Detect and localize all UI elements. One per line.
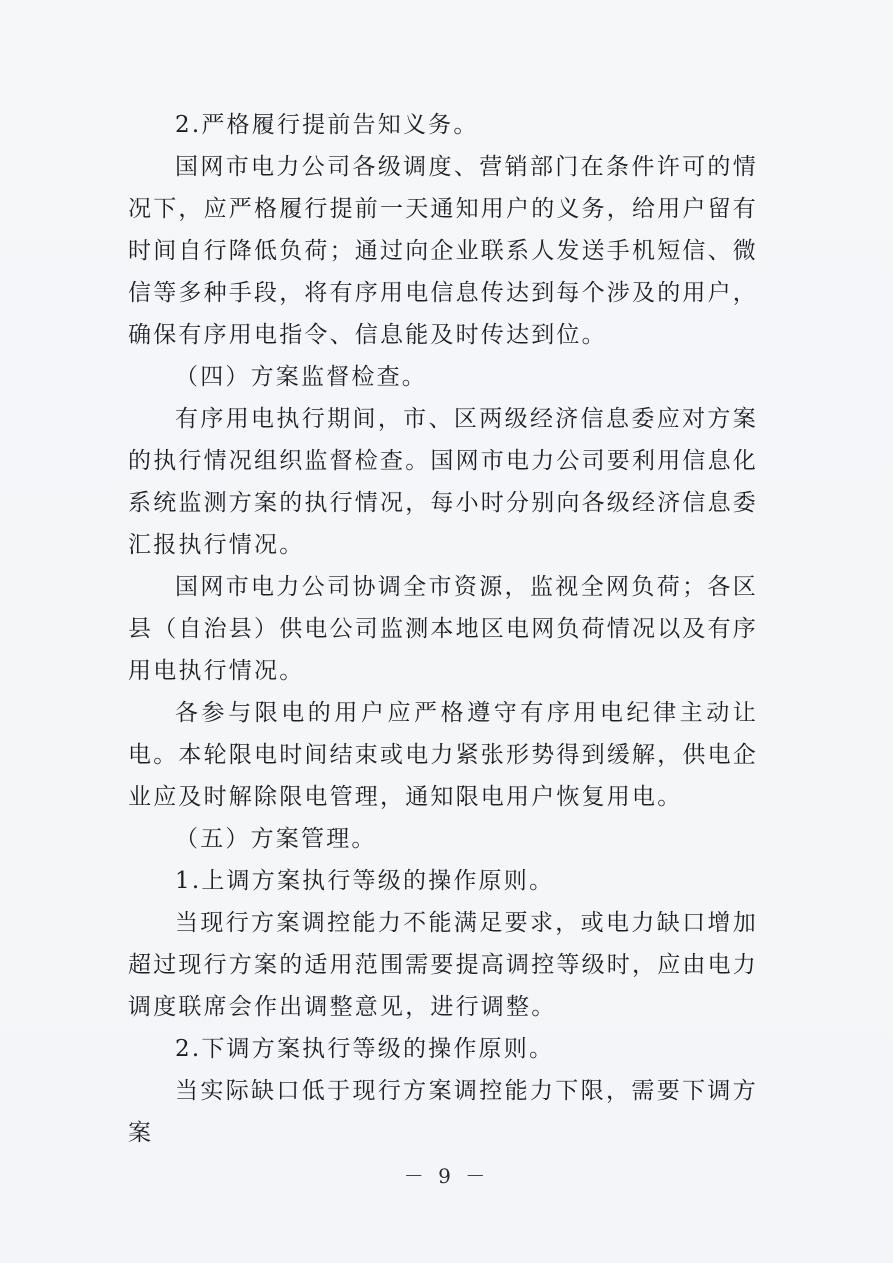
document-body (128, 104, 758, 1154)
paragraph-9: 当现行方案调控能力不能满足要求，或电力缺口增加超过现行方案的适用范围需要提高调控等级时，应由电力调度联席会作出调整意见，进行调整。 (128, 910, 758, 1020)
section-heading-5: （五）方案管理。 (175, 826, 377, 852)
paragraph-1: 2.严格履行提前告知义务。 (175, 112, 479, 138)
page-number: － 9 － (403, 1164, 490, 1188)
paragraph-5: 国网市电力公司协调全市资源，监视全网负荷；各区县（自治县）供电公司监测本地区电网负荷情况以及有序用电执行情况。 (128, 574, 758, 684)
paragraph-11: 当实际缺口低于现行方案调控能力下限，需要下调方案 (128, 1078, 758, 1146)
paragraph-2: 国网市电力公司各级调度、营销部门在条件许可的情况下，应严格履行提前一天通知用户的义务，给用户留有时间自行降低负荷；通过向企业联系人发送手机短信、微信等多种手段，将有序用电信息传达到每个涉及的用户，确保有序用电指令、信息能及时传达到位。 (128, 154, 758, 348)
subheading-2: 2.下调方案执行等级的操作原则。 (175, 1036, 555, 1062)
paragraph-4: 有序用电执行期间，市、区两级经济信息委应对方案的执行情况组织监督检查。国网市电力公司要利用信息化系统监测方案的执行情况，每小时分别向各级经济信息委汇报执行情况。 (128, 406, 758, 558)
section-heading-4: （四）方案监督检查。 (175, 364, 427, 390)
subheading-1: 1.上调方案执行等级的操作原则。 (175, 868, 555, 894)
paragraph-6: 各参与限电的用户应严格遵守有序用电纪律主动让电。本轮限电时间结束或电力紧张形势得到缓解，供电企业应及时解除限电管理，通知限电用户恢复用电。 (128, 700, 758, 810)
